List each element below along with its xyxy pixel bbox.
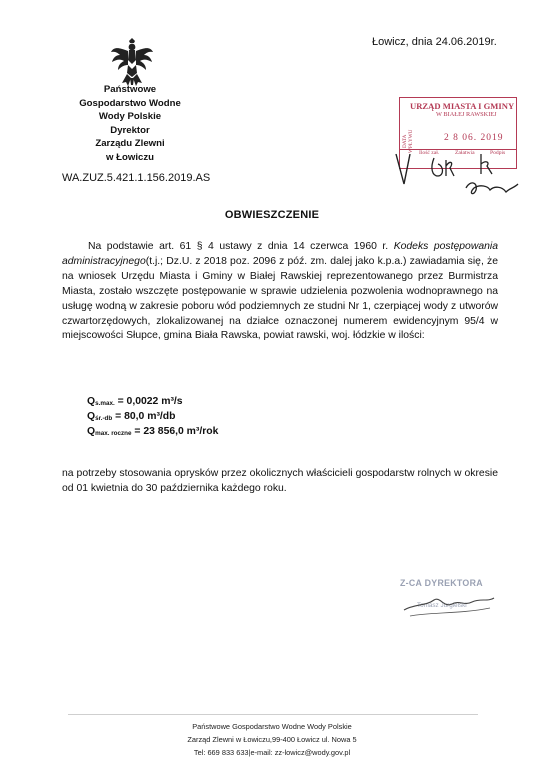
footer-divider: [68, 714, 478, 715]
stamp-subtitle: W BIAŁEJ RAWSKIEJ: [436, 111, 497, 118]
signatory-name: Tomasz Jurgielski: [417, 602, 467, 609]
stamp-date: 2 8 06. 2019: [444, 133, 504, 143]
body-text: (t.j.; Dz.U. z 2018 poz. 2096 z póź. zm. dalej jako k.p.a.) zawiadamia się, że na wniosek Urzędu Miasta i Gminy w Białej Rawskiej reprezentowanego przez Burmistrza Miasta, zostało wszczęte postępowanie w sprawie udzielenia pozwolenia wodnoprawnego na usługę wodną w zakresie poboru wód podziemnych ze studni Nr 1, czerpiącej wody z utworów czwartorzędowych, zlokalizowanej na działce oznaczonej numerem ewidencyjnym 95/4 w miejscowości Słupce, gmina Biała Rawska, powiat rawski, woj. łódzkie w ilości:: [62, 255, 498, 342]
handwritten-signature: [400, 588, 500, 622]
stamp-cell: Ilość zał.: [419, 150, 440, 156]
authority-line: Państwowe: [103, 84, 157, 95]
body-text: Na podstawie art. 61 § 4 ustawy z dnia 14 czerwca 1960 r.: [88, 241, 394, 252]
document-date: Łowicz, dnia 24.06.2019r.: [372, 36, 497, 48]
footer-line: Tel: 669 833 633|e-mail: zz-lowicz@wody.gov.pl: [193, 748, 351, 757]
footer-line: Zarząd Zlewni w Łowiczu,99-400 Łowicz ul. Nowa 5: [187, 735, 357, 744]
polish-eagle-emblem-icon: [110, 38, 154, 88]
body-paragraph: [62, 240, 498, 344]
footer: [0, 720, 544, 759]
document-title: OBWIESZCZENIE: [224, 209, 320, 221]
closing-paragraph: [62, 466, 498, 496]
authority-line: Wody Polskie: [98, 111, 162, 123]
signature-stamp: Z-CA DYREKTORA: [400, 578, 483, 588]
closing-text: na potrzeby stosowania oprysków przez okolicznych właścicieli gospodarstw rolnych w okresie od 01 kwietnia do 30 października każdego roku.: [62, 468, 498, 494]
authority-line: w Łowiczu: [106, 151, 154, 163]
formula-line: $Q_{max. roczne} = 23$ 856,0 m³/rok: [87, 426, 219, 437]
stamp-cell: Podpis: [490, 150, 506, 156]
stamp-side-label: DATA WPŁYWU: [402, 129, 414, 153]
stamp-title: URZĄD MIASTA I GMINY: [410, 101, 515, 111]
issuing-authority: [60, 83, 200, 165]
formula-line: $Q_{s.max.} = 0,0022$ m³/s: [87, 396, 183, 407]
stamp-cell: Załatwia: [455, 150, 475, 156]
authority-line: Gospodarstwo Wodne: [79, 97, 181, 109]
authority-line: Zarządu Zlewni: [95, 138, 165, 150]
reference-number: WA.ZUZ.5.421.1.156.2019.AS: [62, 172, 211, 184]
authority-line: Dyrektor: [110, 124, 150, 136]
handwritten-initials: [384, 148, 534, 208]
body-text-italic: Kodeks postępowania administracyjnego: [62, 241, 498, 267]
formula-line: $Q_{śr.-db} = 80,0$ m³/db: [87, 411, 176, 422]
footer-line: Państwowe Gospodarstwo Wodne Wody Polskie: [192, 722, 352, 731]
